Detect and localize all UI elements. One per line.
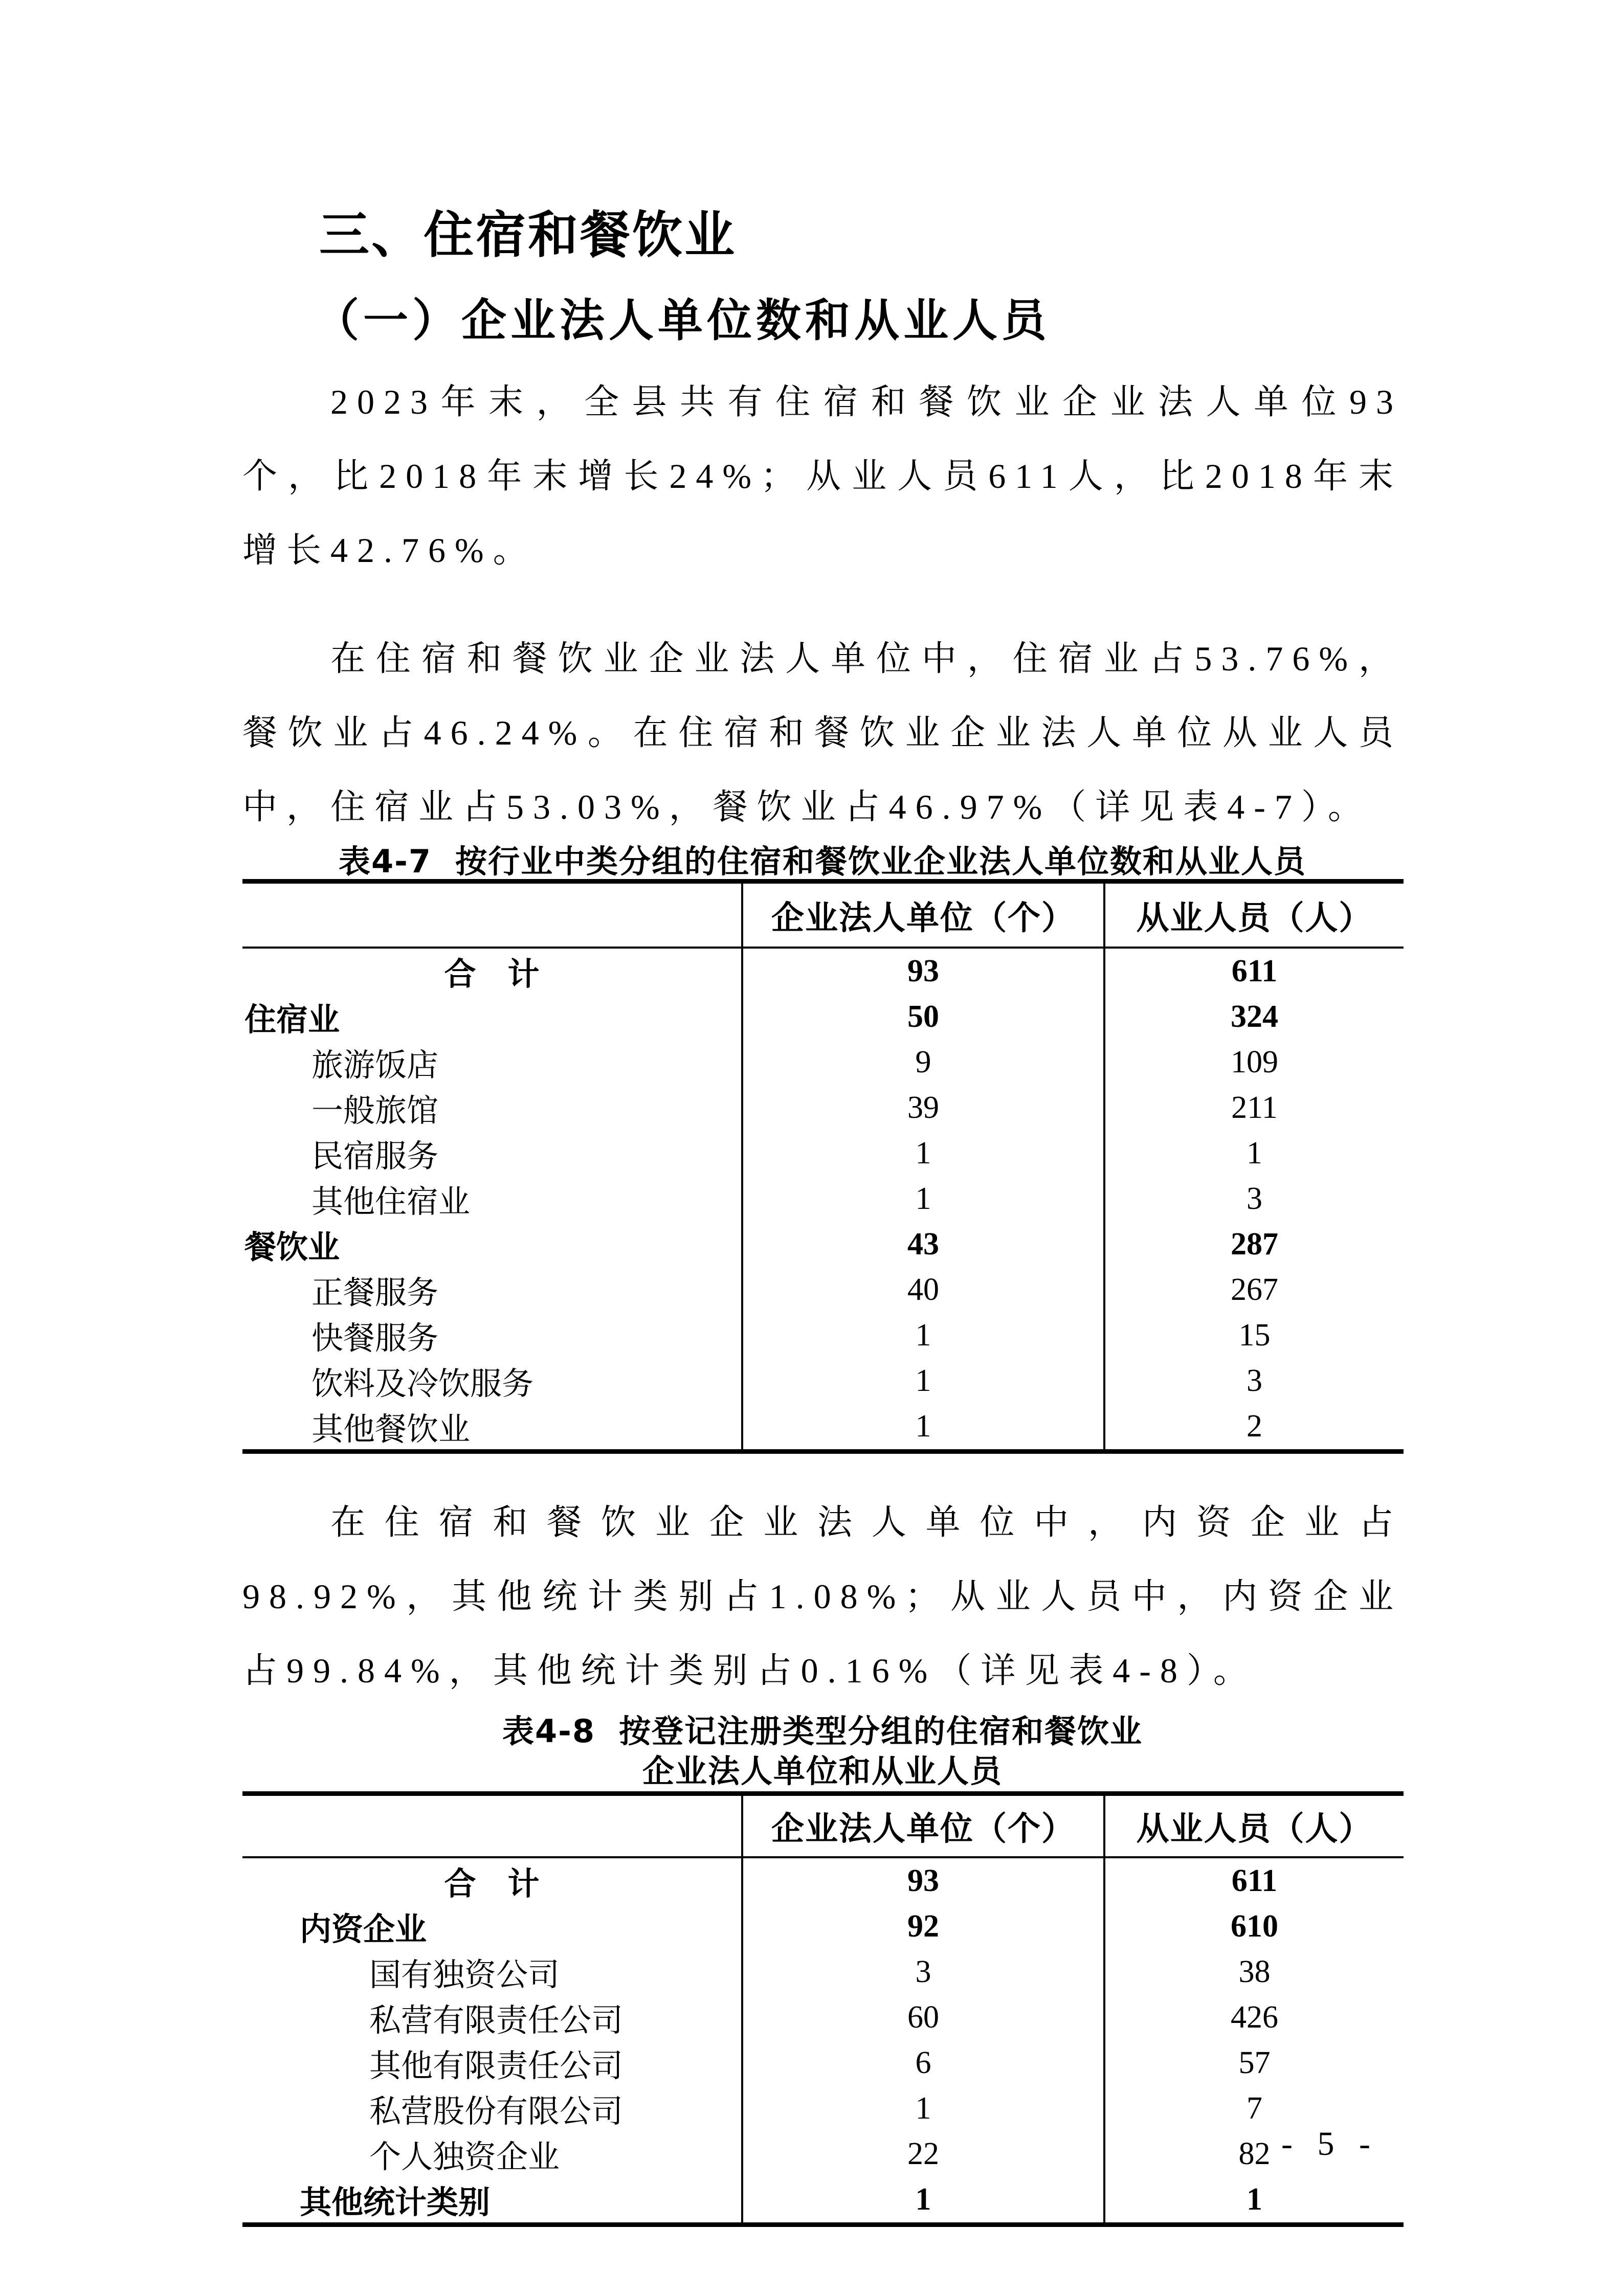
table-row <box>242 1358 1404 1404</box>
persons-value: 15 <box>1104 1313 1404 1358</box>
table-row <box>242 1995 1404 2040</box>
table-4-7 <box>242 879 1404 1454</box>
table47-caption-label: 表4-7 <box>338 843 432 880</box>
table48-caption-title: 按登记注册类型分组的住宿和餐饮业 <box>619 1713 1143 1750</box>
table47-col-units-header: 企业法人单位（个） <box>742 882 1104 948</box>
row-label: 其他有限责任公司 <box>369 2049 624 2084</box>
units-value: 3 <box>742 1949 1104 1995</box>
persons-value: 38 <box>1104 1949 1404 1995</box>
units-value: 39 <box>742 1085 1104 1131</box>
row-label: 其他餐饮业 <box>312 1412 471 1447</box>
table-row <box>242 1176 1404 1222</box>
paragraph-registration-shares: 在住宿和餐饮业企业法人单位中，内资企业占98.92%，其他统计类别占1.08%；从业人员中，内资企业占99.84%，其他统计类别占0.16%（详见表4-8）。 <box>242 1503 1403 1690</box>
persons-value: 611 <box>1104 948 1404 994</box>
paragraph-overview: 2023年末，全县共有住宿和餐饮业企业法人单位93个，比2018年末增长24%；从业人员611人，比2018年末增长42.76%。 <box>242 382 1403 570</box>
table-row <box>242 1085 1404 1131</box>
persons-value: 287 <box>1104 1222 1404 1267</box>
table47-caption <box>242 844 1403 879</box>
persons-value: 109 <box>1104 1040 1404 1085</box>
table-row <box>242 948 1404 994</box>
units-value: 1 <box>742 2086 1104 2131</box>
row-label: 其他住宿业 <box>312 1185 471 1220</box>
table-row <box>242 2177 1404 2225</box>
row-label: 私营股份有限公司 <box>369 2095 624 2129</box>
table-row <box>242 2040 1404 2086</box>
units-value: 22 <box>742 2131 1104 2177</box>
table48-caption <box>242 1712 1403 1791</box>
page-number: - 5 - <box>1281 2125 1378 2163</box>
row-label: 民宿服务 <box>312 1139 439 1174</box>
persons-value: 611 <box>1104 1857 1404 1904</box>
row-label: 住宿业 <box>244 1003 340 1038</box>
units-value: 1 <box>742 1176 1104 1222</box>
row-label: 餐饮业 <box>244 1230 340 1265</box>
table47-header <box>242 882 1404 948</box>
row-label: 一般旅馆 <box>312 1094 439 1129</box>
persons-value: 324 <box>1104 994 1404 1040</box>
paragraph-industry-shares: 在住宿和餐饮业企业法人单位中，住宿业占53.76%，餐饮业占46.24%。在住宿和餐饮业企业法人单位从业人员中，住宿业占53.03%，餐饮业占46.97%（详见表4-7）。 <box>242 639 1403 826</box>
row-label: 合 计 <box>444 957 540 992</box>
persons-value: 82 <box>1104 2131 1404 2177</box>
table-row <box>242 1949 1404 1995</box>
table-row <box>242 2131 1404 2177</box>
table-row <box>242 1313 1404 1358</box>
units-value: 60 <box>742 1995 1104 2040</box>
table48-col-units-header: 企业法人单位（个） <box>742 1794 1104 1858</box>
table-row <box>242 1131 1404 1176</box>
table-4-8 <box>242 1791 1404 2227</box>
units-value: 9 <box>742 1040 1104 1085</box>
row-label: 快餐服务 <box>312 1321 439 1356</box>
row-label: 其他统计类别 <box>300 2186 491 2220</box>
units-value: 6 <box>742 2040 1104 2086</box>
row-label: 饮料及冷饮服务 <box>312 1367 534 1402</box>
units-value: 1 <box>742 1313 1104 1358</box>
table47-caption-title: 按行业中类分组的住宿和餐饮业企业法人单位数和从业人员 <box>455 843 1307 880</box>
persons-value: 211 <box>1104 1085 1404 1131</box>
persons-value: 426 <box>1104 1995 1404 2040</box>
persons-value: 3 <box>1104 1176 1404 1222</box>
units-value: 1 <box>742 2177 1104 2225</box>
table-row <box>242 1040 1404 1085</box>
row-label: 合 计 <box>444 1867 540 1902</box>
persons-value: 1 <box>1104 1131 1404 1176</box>
table-row <box>242 1222 1404 1267</box>
table47-body <box>242 948 1404 1452</box>
row-label: 内资企业 <box>300 1912 427 1947</box>
units-value: 1 <box>742 1404 1104 1452</box>
persons-value: 2 <box>1104 1404 1404 1452</box>
persons-value: 267 <box>1104 1267 1404 1313</box>
units-value: 1 <box>742 1131 1104 1176</box>
units-value: 1 <box>742 1358 1104 1404</box>
row-label: 国有独资公司 <box>369 1958 560 1993</box>
persons-value: 610 <box>1104 1904 1404 1949</box>
row-label: 旅游饭店 <box>312 1048 439 1083</box>
table48-header <box>242 1794 1404 1858</box>
table48-header-row <box>242 1794 1404 1858</box>
table48-col-persons-header: 从业人员（人） <box>1104 1794 1404 1858</box>
table-row <box>242 1904 1404 1949</box>
table-row <box>242 994 1404 1040</box>
table47-header-row <box>242 882 1404 948</box>
table48-caption-label: 表4-8 <box>502 1713 595 1750</box>
units-value: 43 <box>742 1222 1104 1267</box>
table-row <box>242 1267 1404 1313</box>
table47-col-persons-header: 从业人员（人） <box>1104 882 1404 948</box>
persons-value: 1 <box>1104 2177 1404 2225</box>
row-label: 私营有限责任公司 <box>369 2004 624 2038</box>
table48-body <box>242 1857 1404 2225</box>
row-label: 个人独资企业 <box>369 2140 560 2175</box>
persons-value: 7 <box>1104 2086 1404 2131</box>
table48-caption-title-line2: 企业法人单位和从业人员 <box>642 1752 1003 1790</box>
units-value: 92 <box>742 1904 1104 1949</box>
subsection-heading: （一）企业法人单位数和从业人员 <box>314 297 1051 346</box>
persons-value: 57 <box>1104 2040 1404 2086</box>
persons-value: 3 <box>1104 1358 1404 1404</box>
units-value: 50 <box>742 994 1104 1040</box>
table-row <box>242 1404 1404 1452</box>
row-label: 正餐服务 <box>312 1276 439 1311</box>
table48-stub-header-cell <box>242 1794 742 1858</box>
units-value: 93 <box>742 1857 1104 1904</box>
table-row <box>242 2086 1404 2131</box>
table47-stub-header-cell <box>242 882 742 948</box>
table-row <box>242 1857 1404 1904</box>
section-heading: 三、住宿和餐饮业 <box>319 206 737 264</box>
units-value: 40 <box>742 1267 1104 1313</box>
units-value: 93 <box>742 948 1104 994</box>
